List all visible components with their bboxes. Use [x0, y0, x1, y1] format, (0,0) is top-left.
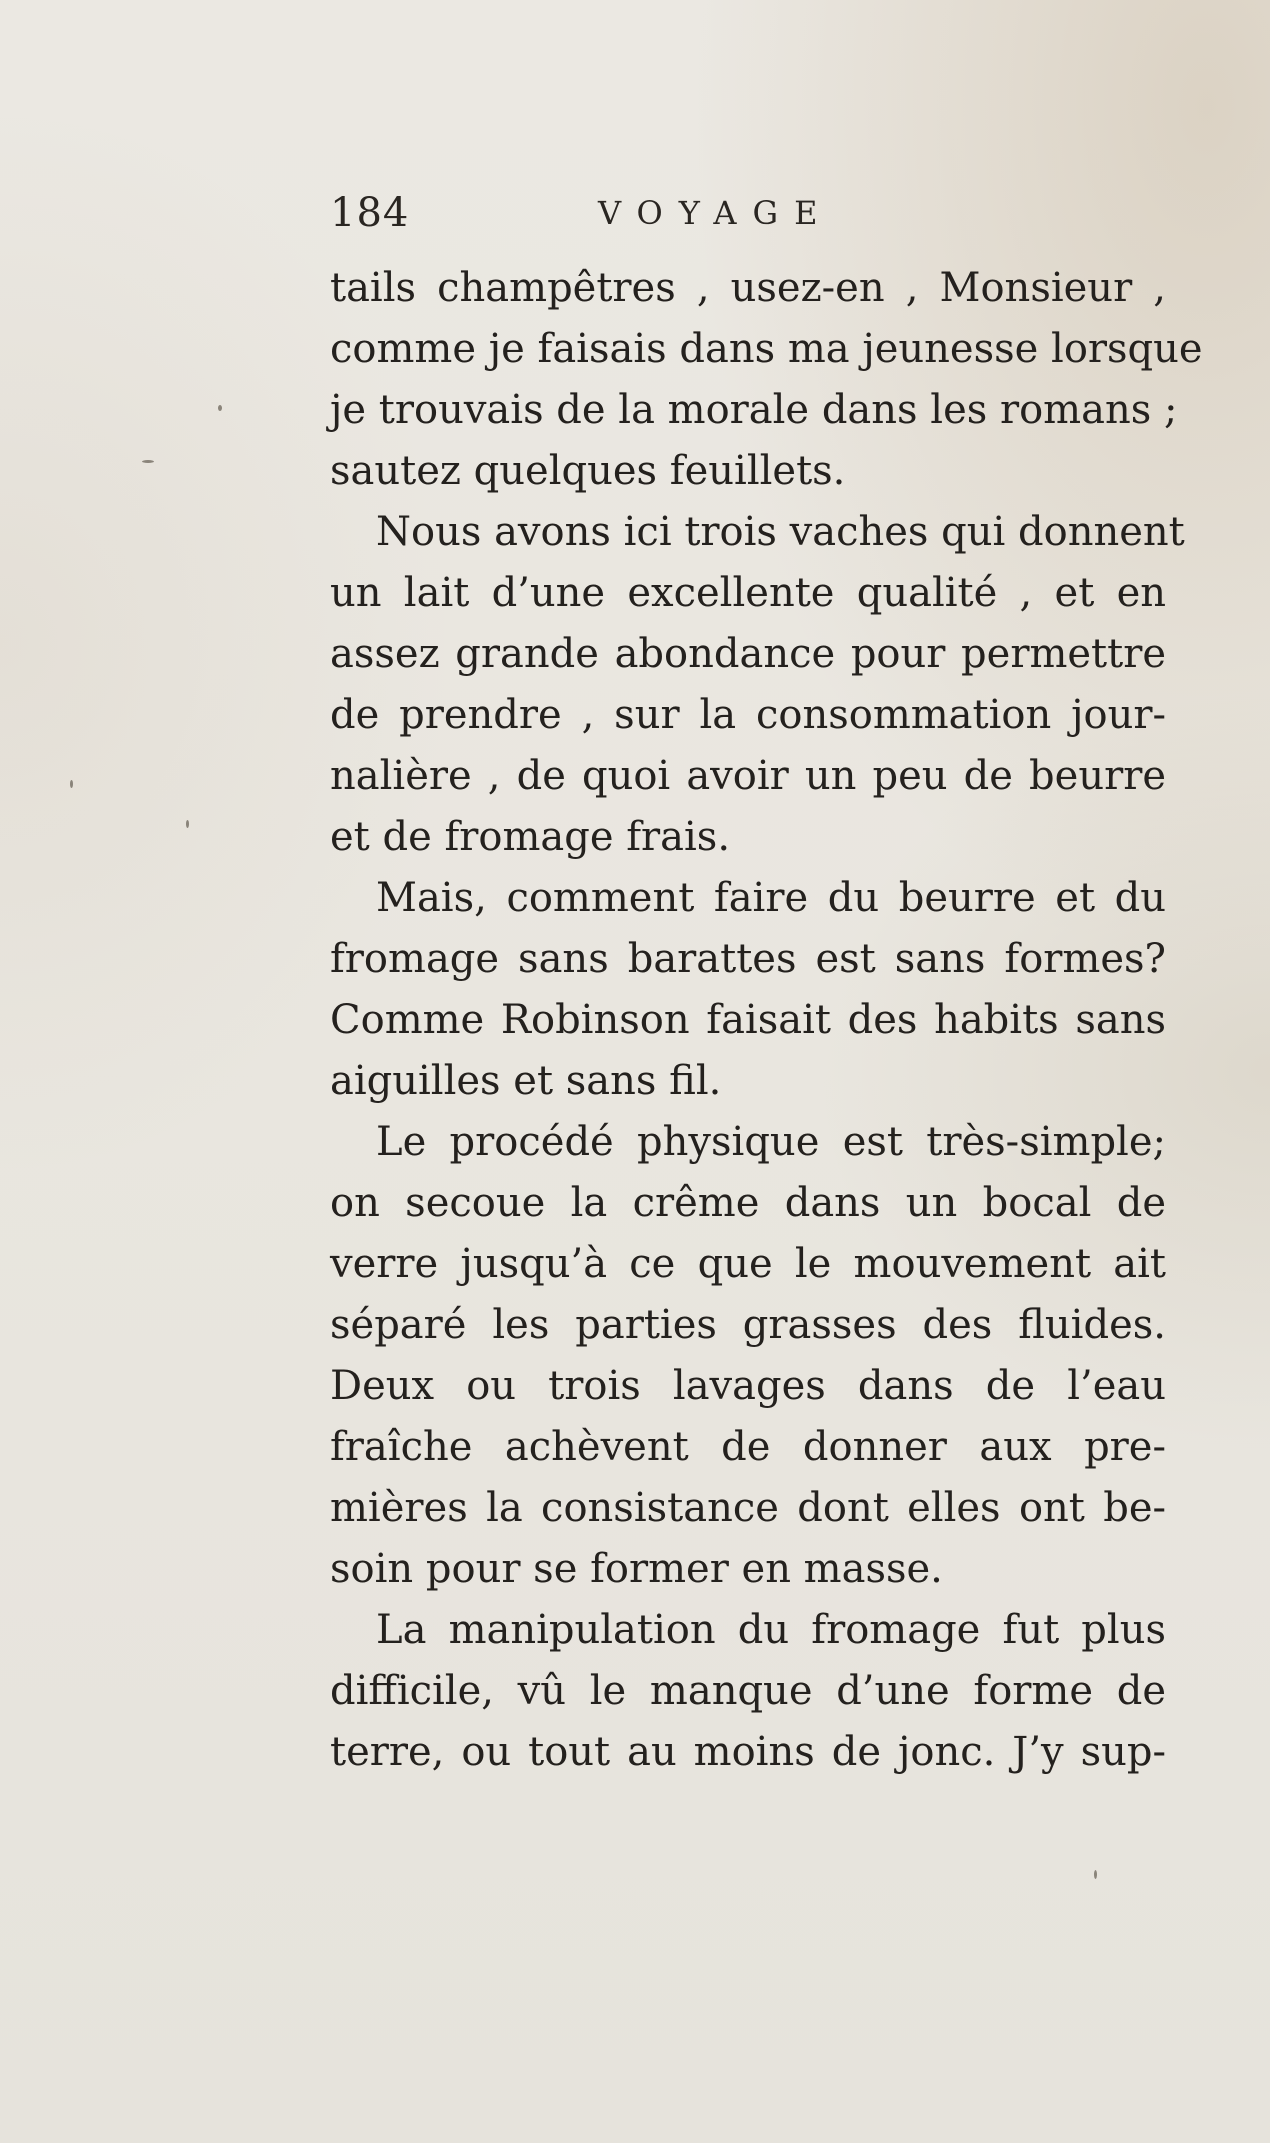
text-line: aiguilles et sans fil. — [330, 1058, 722, 1104]
text-line: fraîche achèvent de donner aux pre- — [330, 1424, 1166, 1470]
text-line: Mais, comment faire du beurre et du — [376, 875, 1166, 921]
text-line: un lait d’une excellente qualité , et en — [330, 570, 1166, 616]
text-line: sautez quelques feuillets. — [330, 448, 846, 494]
paper-speck — [218, 405, 222, 411]
text-line: verre jusqu’à ce que le mouvement ait — [330, 1241, 1166, 1287]
text-line: nalière , de quoi avoir un peu de beurre — [330, 753, 1166, 799]
text-line: séparé les parties grasses des fluides. — [330, 1302, 1166, 1348]
text-line: comme je faisais dans ma jeunesse lorsque — [330, 326, 1203, 372]
text-line: assez grande abondance pour permettre — [330, 631, 1166, 677]
paper-speck — [142, 460, 154, 463]
text-line: mières la consistance dont elles ont be- — [330, 1485, 1166, 1531]
text-line: terre, ou tout au moins de jonc. J’y sup- — [330, 1729, 1166, 1775]
paper-speck — [70, 780, 73, 788]
body-text — [330, 258, 1203, 1783]
page-header — [330, 190, 890, 250]
text-line: et de fromage frais. — [330, 814, 731, 860]
paper-speck — [186, 820, 189, 828]
text-line: de prendre , sur la consommation jour- — [330, 692, 1166, 738]
text-line: La manipulation du fromage fut plus — [376, 1607, 1166, 1653]
text-line: Comme Robinson faisait des habits sans — [330, 997, 1166, 1043]
text-line: on secoue la crême dans un bocal de — [330, 1180, 1166, 1226]
text-line: Nous avons ici trois vaches qui donnent — [376, 509, 1185, 555]
text-line: Deux ou trois lavages dans de l’eau — [330, 1363, 1166, 1409]
running-head: VOYAGE — [598, 194, 834, 232]
text-line: soin pour se former en masse. — [330, 1546, 943, 1592]
text-line: tails champêtres , usez-en , Monsieur , — [330, 265, 1166, 311]
page-number: 184 — [330, 190, 410, 236]
text-line: je trouvais de la morale dans les romans ; — [330, 387, 1178, 433]
paper-speck — [1094, 1870, 1097, 1879]
text-line: difficile, vû le manque d’une forme de — [330, 1668, 1166, 1714]
text-line: fromage sans barattes est sans formes? — [330, 936, 1166, 982]
text-line: Le procédé physique est très-simple; — [376, 1119, 1166, 1165]
